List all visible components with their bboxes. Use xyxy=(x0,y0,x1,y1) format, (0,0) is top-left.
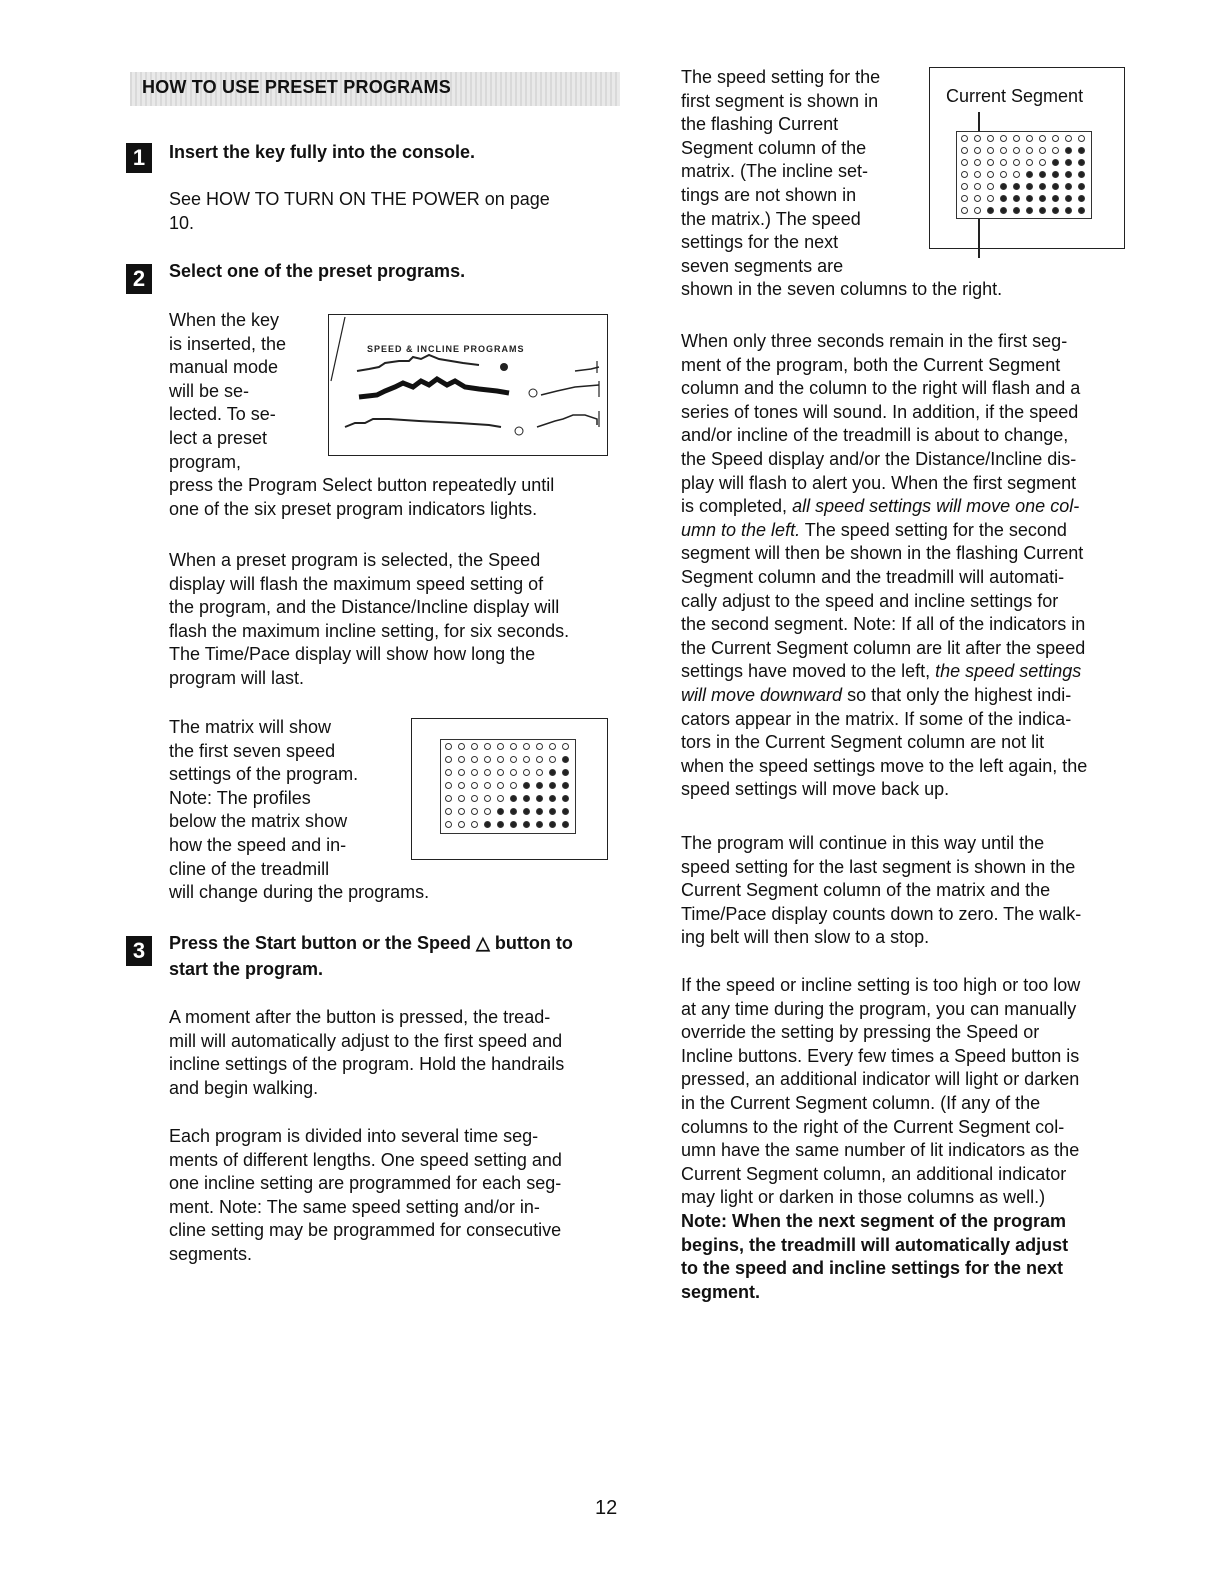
led-indicator-lit xyxy=(1024,205,1035,216)
text-line xyxy=(681,660,1087,684)
led-indicator-unlit xyxy=(456,780,467,791)
led-indicator-lit xyxy=(1063,169,1074,180)
led-indicator-unlit xyxy=(1011,157,1022,168)
text-line: flash the maximum incline setting, for six seconds. xyxy=(169,620,570,641)
led-indicator-lit xyxy=(998,181,1009,192)
step-3-paragraph-1 xyxy=(169,1006,564,1100)
led-indicator-lit xyxy=(547,806,558,817)
led-indicator-unlit xyxy=(959,145,970,156)
step-number-2: 2 xyxy=(126,264,152,294)
text-line: will change during the programs. xyxy=(169,882,430,903)
text-line: speed settings will move back up. xyxy=(681,779,950,800)
italic-text-run: the speed settings xyxy=(935,661,1082,682)
text-line: program will last. xyxy=(169,667,305,688)
text-line: Segment column and the treadmill will automati- xyxy=(681,566,1065,587)
led-indicator-unlit xyxy=(495,754,506,765)
led-indicator-unlit xyxy=(508,767,519,778)
led-indicator-unlit xyxy=(998,169,1009,180)
led-indicator-unlit xyxy=(443,793,454,804)
led-indicator-unlit xyxy=(972,181,983,192)
text-line: ments of different lengths. One speed setting and xyxy=(169,1149,562,1170)
led-indicator-unlit xyxy=(482,767,493,778)
led-indicator-unlit xyxy=(547,741,558,752)
led-indicator-lit xyxy=(1050,169,1061,180)
text-line xyxy=(681,519,1087,543)
led-indicator-lit xyxy=(521,780,532,791)
text-line: When the key xyxy=(169,310,280,330)
led-indicator-lit xyxy=(1076,193,1087,204)
profile-line xyxy=(359,379,509,397)
step-3-title-line-2: start the program. xyxy=(169,959,324,979)
led-indicator-lit xyxy=(547,819,558,830)
text-line: The program will continue in this way until the xyxy=(681,833,1045,853)
led-indicator-unlit xyxy=(482,806,493,817)
led-indicator-unlit xyxy=(456,793,467,804)
text-line: A moment after the button is pressed, the tread- xyxy=(169,1007,551,1027)
led-indicator-unlit xyxy=(959,157,970,168)
led-indicator-lit xyxy=(1063,157,1074,168)
led-indicator-unlit xyxy=(959,193,970,204)
led-indicator-unlit xyxy=(1011,169,1022,180)
led-indicator-unlit xyxy=(959,169,970,180)
text-line: is inserted, the xyxy=(169,333,287,354)
step-number-3: 3 xyxy=(126,936,152,966)
led-indicator-lit xyxy=(1063,181,1074,192)
text-line: program, xyxy=(169,451,242,472)
led-indicator-unlit xyxy=(482,741,493,752)
led-indicator-lit xyxy=(560,780,571,791)
led-indicator-unlit xyxy=(443,767,454,778)
text-line: in the Current Segment column. (If any of the xyxy=(681,1092,1041,1113)
text-line: cline of the treadmill xyxy=(169,858,330,879)
text-line: ment. Note: The same speed setting and/or in- xyxy=(169,1196,540,1217)
right-paragraph-3 xyxy=(681,832,1081,950)
text-line: the Current Segment column are lit after the speed xyxy=(681,637,1086,658)
led-indicator-lit xyxy=(534,819,545,830)
led-indicator-unlit xyxy=(469,767,480,778)
text-line: columns to the right of the Current Segment col- xyxy=(681,1116,1065,1137)
text-line: and/or incline of the treadmill is about to change, xyxy=(681,425,1069,446)
text-line: cators appear in the matrix. If some of the indica- xyxy=(681,708,1072,729)
led-indicator-unlit xyxy=(998,157,1009,168)
step-1-title: Insert the key fully into the console. xyxy=(169,142,476,162)
led-indicator-lit xyxy=(1024,169,1035,180)
led-indicator-unlit xyxy=(1076,133,1087,144)
text-line: below the matrix show xyxy=(169,811,348,832)
led-indicator-lit xyxy=(1076,205,1087,216)
led-indicator-lit xyxy=(521,806,532,817)
led-indicator-unlit xyxy=(456,819,467,830)
led-indicator-lit xyxy=(1063,205,1074,216)
text-line: Current Segment column of the matrix and the xyxy=(681,880,1051,901)
text-line: shown in the seven columns to the right. xyxy=(681,279,1003,300)
text-line: manual mode xyxy=(169,357,279,378)
led-indicator-unlit xyxy=(534,767,545,778)
matrix-figure xyxy=(411,718,608,860)
led-indicator-lit xyxy=(560,806,571,817)
led-indicator-lit xyxy=(547,780,558,791)
text-line: at any time during the program, you can manually xyxy=(681,998,1077,1019)
led-indicator-lit xyxy=(547,767,558,778)
led-indicator-lit xyxy=(1037,169,1048,180)
console-label: SPEED & INCLINE PROGRAMS xyxy=(367,344,525,354)
indicator-dot xyxy=(500,363,508,371)
step-2-paragraph-3 xyxy=(169,716,429,905)
led-indicator-lit xyxy=(495,819,506,830)
text-line: cally adjust to the speed and incline settings for xyxy=(681,590,1059,611)
text-line: one of the six preset program indicators lights. xyxy=(169,498,538,519)
led-indicator-lit xyxy=(521,819,532,830)
led-indicator-lit xyxy=(534,793,545,804)
led-indicator-lit xyxy=(1050,193,1061,204)
led-indicator-unlit xyxy=(972,205,983,216)
led-indicator-lit xyxy=(1011,181,1022,192)
text-line: may light or darken in those columns as well.) xyxy=(681,1187,1046,1208)
text-line: pressed, an additional indicator will light or darken xyxy=(681,1069,1080,1090)
text-run: so that only the highest indi- xyxy=(842,684,1072,705)
profile-line xyxy=(575,367,599,371)
profile-line xyxy=(357,355,479,371)
led-indicator-lit xyxy=(1076,169,1087,180)
led-indicator-unlit xyxy=(998,133,1009,144)
led-indicator-lit xyxy=(560,754,571,765)
led-indicator-unlit xyxy=(521,741,532,752)
text-line: Note: The profiles xyxy=(169,787,311,808)
led-indicator-lit xyxy=(1050,157,1061,168)
text-line: segments. xyxy=(169,1243,253,1264)
console-figure xyxy=(328,314,608,456)
led-indicator-unlit xyxy=(495,767,506,778)
led-indicator-lit xyxy=(508,819,519,830)
led-indicator-unlit xyxy=(469,754,480,765)
led-indicator-lit xyxy=(1024,181,1035,192)
text-line: the flashing Current xyxy=(681,114,839,135)
text-line: override the setting by pressing the Speed or xyxy=(681,1022,1040,1043)
led-indicator-lit xyxy=(534,780,545,791)
led-indicator-unlit xyxy=(972,157,983,168)
led-indicator-lit xyxy=(1011,193,1022,204)
led-indicator-lit xyxy=(1050,181,1061,192)
text-run: The speed setting for the second xyxy=(800,519,1067,540)
italic-text-run: will move downward xyxy=(681,684,843,705)
led-indicator-lit xyxy=(1063,145,1074,156)
led-indicator-unlit xyxy=(469,806,480,817)
text-line: speed setting for the last segment is shown in the xyxy=(681,856,1076,877)
text-line: ment of the program, both the Current Segment xyxy=(681,354,1061,375)
text-line: Segment column of the xyxy=(681,137,867,158)
indicator-dot xyxy=(515,427,523,435)
led-indicator-unlit xyxy=(1024,133,1035,144)
led-indicator-lit xyxy=(985,205,996,216)
note-line: begins, the treadmill will automatically adjust xyxy=(681,1234,1069,1255)
text-line: series of tones will sound. In addition, if the speed xyxy=(681,401,1079,422)
text-line: tings are not shown in xyxy=(681,184,857,205)
led-indicator-unlit xyxy=(495,741,506,752)
led-indicator-unlit xyxy=(482,793,493,804)
current-segment-label: Current Segment xyxy=(946,86,1084,106)
text-line: Current Segment column, an additional indicator xyxy=(681,1163,1067,1184)
led-indicator-unlit xyxy=(985,145,996,156)
text-line: incline settings of the program. Hold the handrails xyxy=(169,1054,565,1075)
led-indicator-lit xyxy=(1024,193,1035,204)
text-run: settings have moved to the left, xyxy=(681,661,936,682)
led-indicator-lit xyxy=(547,793,558,804)
text-line: column and the column to the right will flash and a xyxy=(681,378,1081,399)
led-indicator-unlit xyxy=(985,169,996,180)
led-indicator-unlit xyxy=(1063,133,1074,144)
note-line: segment. xyxy=(681,1281,761,1302)
led-indicator-lit xyxy=(1037,193,1048,204)
text-line: play will flash to alert you. When the first segment xyxy=(681,472,1077,493)
led-matrix xyxy=(956,131,1092,219)
led-indicator-unlit xyxy=(972,145,983,156)
led-indicator-lit xyxy=(521,793,532,804)
led-indicator-lit xyxy=(1011,205,1022,216)
profile-line xyxy=(537,415,597,427)
led-indicator-unlit xyxy=(495,793,506,804)
led-indicator-unlit xyxy=(985,181,996,192)
text-line: If the speed or incline setting is too high or too low xyxy=(681,975,1081,995)
led-indicator-lit xyxy=(508,806,519,817)
text-line xyxy=(681,495,1087,519)
text-line: lected. To se- xyxy=(169,404,276,425)
led-indicator-unlit xyxy=(456,767,467,778)
led-indicator-unlit xyxy=(443,806,454,817)
text-line: lect a preset xyxy=(169,427,268,448)
led-indicator-unlit xyxy=(521,754,532,765)
led-indicator-unlit xyxy=(972,193,983,204)
text-line: The matrix will show xyxy=(169,717,332,737)
led-indicator-unlit xyxy=(482,754,493,765)
led-indicator-unlit xyxy=(469,793,480,804)
led-indicator-unlit xyxy=(972,169,983,180)
led-indicator-lit xyxy=(1076,157,1087,168)
led-indicator-unlit xyxy=(1011,133,1022,144)
italic-text-run: all speed settings will move one col- xyxy=(792,496,1080,517)
led-indicator-lit xyxy=(998,205,1009,216)
led-indicator-unlit xyxy=(508,741,519,752)
led-indicator-lit xyxy=(1076,145,1087,156)
text-line: the Speed display and/or the Distance/Incline dis- xyxy=(681,448,1077,469)
led-indicator-unlit xyxy=(1050,145,1061,156)
led-indicator-unlit xyxy=(985,193,996,204)
text-run: is completed, xyxy=(681,496,793,517)
text-line: matrix. (The incline set- xyxy=(681,161,869,182)
led-indicator-unlit xyxy=(972,133,983,144)
step-3-paragraph-2 xyxy=(169,1125,562,1267)
led-indicator-unlit xyxy=(469,780,480,791)
led-indicator-unlit xyxy=(443,741,454,752)
step-1-text-line-1: See HOW TO TURN ON THE POWER on page xyxy=(169,189,550,209)
led-indicator-unlit xyxy=(959,133,970,144)
led-indicator-lit xyxy=(998,193,1009,204)
led-indicator-lit xyxy=(1037,181,1048,192)
text-line: the second segment. Note: If all of the indicators in xyxy=(681,614,1086,635)
led-indicator-unlit xyxy=(534,741,545,752)
led-indicator-unlit xyxy=(508,754,519,765)
text-line: seven segments are xyxy=(681,255,844,276)
led-indicator-lit xyxy=(1063,193,1074,204)
step-1-text-line-2: 10. xyxy=(169,213,195,233)
led-indicator-unlit xyxy=(959,205,970,216)
text-line: umn have the same number of lit indicators as the xyxy=(681,1140,1080,1161)
led-indicator-unlit xyxy=(469,741,480,752)
led-indicator-unlit xyxy=(1024,157,1035,168)
text-line: display will flash the maximum speed setting of xyxy=(169,573,544,594)
led-indicator-unlit xyxy=(1011,145,1022,156)
section-title: HOW TO USE PRESET PROGRAMS xyxy=(142,77,451,97)
led-indicator-lit xyxy=(1076,181,1087,192)
text-line: segment will then be shown in the flashing Current xyxy=(681,543,1084,564)
note-line: Note: When the next segment of the program xyxy=(681,1210,1067,1231)
led-indicator-lit xyxy=(482,819,493,830)
text-line: the matrix.) The speed xyxy=(681,208,861,229)
led-indicator-unlit xyxy=(1037,133,1048,144)
led-indicator-unlit xyxy=(521,767,532,778)
led-indicator-lit xyxy=(495,806,506,817)
led-indicator-unlit xyxy=(469,819,480,830)
led-indicator-unlit xyxy=(495,780,506,791)
text-line: The speed setting for the xyxy=(681,67,881,87)
led-indicator-unlit xyxy=(456,754,467,765)
note-line: to the speed and incline settings for the next xyxy=(681,1258,1064,1279)
text-line: tors in the Current Segment column are not lit xyxy=(681,732,1045,753)
led-indicator-unlit xyxy=(985,157,996,168)
text-line xyxy=(681,684,1087,708)
console-illustration xyxy=(329,315,607,455)
led-indicator-lit xyxy=(534,806,545,817)
text-line: press the Program Select button repeatedly until xyxy=(169,475,555,496)
page-number: 12 xyxy=(595,1497,618,1519)
indicator-dot xyxy=(529,389,537,397)
right-paragraph-4 xyxy=(681,974,1080,1304)
text-line: settings for the next xyxy=(681,232,839,253)
text-line: When a preset program is selected, the Speed xyxy=(169,550,541,570)
led-indicator-unlit xyxy=(1037,145,1048,156)
text-line: how the speed and in- xyxy=(169,834,347,855)
led-indicator-lit xyxy=(508,793,519,804)
led-indicator-unlit xyxy=(1037,157,1048,168)
led-indicator-unlit xyxy=(1024,145,1035,156)
text-line: when the speed settings move to the left again, the xyxy=(681,755,1088,776)
step-number-1: 1 xyxy=(126,143,152,173)
text-line: and begin walking. xyxy=(169,1077,319,1098)
text-line: mill will automatically adjust to the first speed and xyxy=(169,1030,563,1051)
led-indicator-unlit xyxy=(560,741,571,752)
italic-text-run: umn to the left. xyxy=(681,519,801,540)
step-3-title-line-1: Press the Start button or the Speed △ button to xyxy=(169,933,573,953)
led-indicator-lit xyxy=(560,767,571,778)
led-indicator-lit xyxy=(560,793,571,804)
led-indicator-unlit xyxy=(456,806,467,817)
right-paragraph-2 xyxy=(681,330,1087,802)
step-2-title: Select one of the preset programs. xyxy=(169,261,466,281)
led-indicator-unlit xyxy=(959,181,970,192)
led-indicator-unlit xyxy=(508,780,519,791)
text-line: will be se- xyxy=(169,380,250,401)
led-indicator-unlit xyxy=(456,741,467,752)
led-indicator-lit xyxy=(1037,205,1048,216)
profile-line xyxy=(345,419,501,427)
text-line: Time/Pace display counts down to zero. The walk- xyxy=(681,903,1082,924)
led-indicator-unlit xyxy=(1050,133,1061,144)
led-matrix xyxy=(440,739,576,834)
text-line: one incline setting are programmed for each seg- xyxy=(169,1173,562,1194)
text-line: cline setting may be programmed for consecutive xyxy=(169,1220,562,1241)
text-line: ing belt will then slow to a stop. xyxy=(681,927,930,948)
led-indicator-unlit xyxy=(482,780,493,791)
profile-line xyxy=(541,385,599,395)
text-line: settings of the program. xyxy=(169,764,359,785)
text-line: Incline buttons. Every few times a Speed button is xyxy=(681,1045,1080,1066)
led-indicator-unlit xyxy=(443,780,454,791)
text-line: first segment is shown in xyxy=(681,90,879,111)
text-line: The Time/Pace display will show how long the xyxy=(169,644,536,665)
led-indicator-unlit xyxy=(443,819,454,830)
led-indicator-unlit xyxy=(547,754,558,765)
text-line: the program, and the Distance/Incline display will xyxy=(169,597,560,618)
text-line: the first seven speed xyxy=(169,740,336,761)
led-indicator-unlit xyxy=(443,754,454,765)
text-line: Each program is divided into several time seg- xyxy=(169,1126,539,1146)
current-segment-figure xyxy=(929,67,1125,249)
led-indicator-lit xyxy=(1050,205,1061,216)
led-indicator-unlit xyxy=(998,145,1009,156)
step-2-paragraph-2 xyxy=(169,549,569,691)
led-indicator-lit xyxy=(560,819,571,830)
led-indicator-unlit xyxy=(985,133,996,144)
text-line: When only three seconds remain in the first seg- xyxy=(681,331,1068,351)
led-indicator-unlit xyxy=(534,754,545,765)
